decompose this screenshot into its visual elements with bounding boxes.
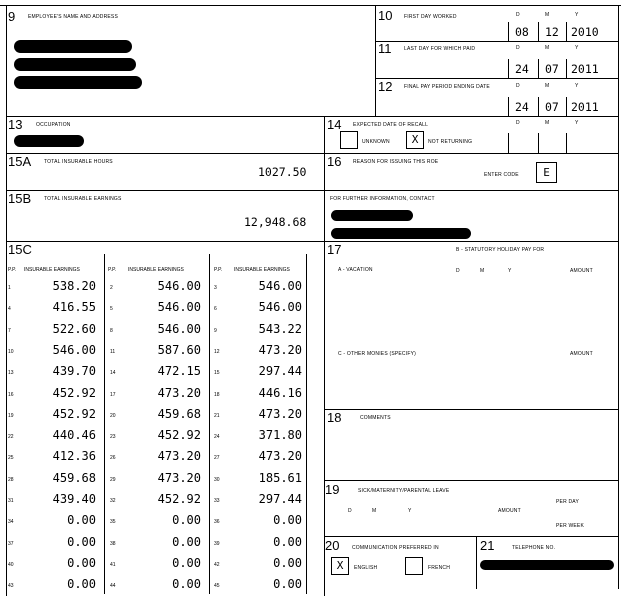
unknown-label: UNKNOWN [362,139,390,145]
box-10-number: 10 [378,8,393,23]
box-16-label: REASON FOR ISSUING THIS ROE [353,159,439,165]
box-15c-number: 15C [8,242,32,257]
pay-period-number: 18 [214,391,220,398]
pay-period-number: 37 [8,540,14,547]
insurable-earnings-amount: 452.92 [157,428,201,443]
box-17-number: 17 [327,242,342,257]
year-header: Y [508,268,512,274]
pay-period-number: 28 [8,476,14,483]
pp-header: P.P. [214,267,223,273]
pay-period-number: 7 [8,327,11,334]
redaction [14,76,142,89]
pay-period-number: 35 [110,519,116,526]
insurable-earnings-amount: 416.55 [52,300,96,315]
box-14-label: EXPECTED DATE OF RECALL [353,122,429,128]
box-16-number: 16 [327,154,342,169]
reason-code-box[interactable]: E [536,162,557,183]
month-header: M [545,45,550,51]
pay-period-number: 2 [110,285,113,291]
pay-period-number: 31 [8,498,14,504]
insurable-earnings-amount: 0.00 [67,534,96,549]
insurable-earnings-amount: 0.00 [273,534,302,549]
contact-label: FOR FURTHER INFORMATION, CONTACT [330,196,435,202]
pay-period-number: 38 [110,540,116,547]
pay-period-number: 41 [110,561,116,568]
insurable-earnings-amount: 546.00 [157,300,201,315]
insurable-earnings-amount: 297.44 [258,364,302,379]
insurable-earnings-amount: 473.20 [157,385,201,400]
not-returning-checkbox[interactable]: X [406,131,424,149]
insurable-earnings-amount: 452.92 [52,385,96,400]
insurable-earnings-amount: 439.40 [52,492,96,506]
enter-code-label: ENTER CODE [484,172,519,178]
insurable-earnings-amount: 546.00 [258,300,302,315]
insurable-earnings-amount: 522.60 [52,321,96,336]
top-number [398,0,458,1]
date-tick [508,97,509,117]
insurable-earnings-amount: 439.70 [52,364,96,379]
box-15a-number: 15A [8,154,32,169]
divider [375,41,619,42]
english-checkbox[interactable]: X [331,557,349,575]
pay-period-number: 5 [110,306,113,313]
redaction [14,40,132,53]
earnings-header: INSURABLE EARNINGS [128,267,184,273]
pp-header: P.P. [8,267,17,273]
pay-period-number: 30 [214,476,220,483]
box-11-label: LAST DAY FOR WHICH PAID [404,46,476,52]
date-tick [538,133,539,153]
insurable-earnings-amount: 0.00 [172,513,201,528]
french-label: FRENCH [428,565,451,571]
redaction [331,228,471,239]
month-header: M [372,508,377,514]
pay-period-number: 14 [110,370,116,377]
date-tick [508,59,509,78]
insurable-earnings-amount: 546.00 [157,279,201,293]
box-12-month: 07 [545,100,559,114]
insurable-earnings-amount: 371.80 [258,428,302,443]
insurable-earnings-amount: 472.15 [157,364,201,379]
month-header: M [480,268,485,274]
box-10-year: 2010 [571,25,599,39]
pay-period-number: 8 [110,327,113,334]
pay-period-number: 1 [8,285,11,291]
pay-period-number: 21 [214,412,220,419]
pay-period-number: 44 [110,583,116,590]
insurable-earnings-amount: 543.22 [258,321,302,336]
box-15a-label: TOTAL INSURABLE HOURS [44,159,113,165]
box-19-number: 19 [325,482,340,497]
date-tick [508,22,509,41]
box-10-label: FIRST DAY WORKED [404,14,457,20]
year-header: Y [408,508,412,514]
pay-period-number: 12 [214,348,220,355]
pay-period-number: 16 [8,391,14,398]
insurable-earnings-amount: 0.00 [67,513,96,528]
date-tick [566,97,567,117]
pay-period-number: 9 [214,327,217,334]
year-header: Y [575,83,579,89]
box-20-label: COMMUNICATION PREFERRED IN [352,545,439,551]
insurable-earnings-amount: 0.00 [172,577,201,592]
pay-period-number: 26 [110,455,116,462]
month-header: M [545,12,550,18]
pay-period-number: 20 [110,412,116,419]
pay-period-number: 4 [8,306,11,313]
box-15b-number: 15B [8,191,32,206]
pay-period-number: 27 [214,455,220,462]
pay-period-number: 32 [110,498,116,504]
amount-label: AMOUNT [498,508,521,514]
pay-period-number: 22 [8,434,14,441]
box-17b-label: B - STATUTORY HOLIDAY PAY FOR [456,247,545,253]
insurable-earnings-amount: 538.20 [52,279,96,293]
pay-period-number: 10 [8,348,14,355]
insurable-earnings-amount: 297.44 [258,492,302,506]
french-checkbox[interactable] [405,557,423,575]
box-11-month: 07 [545,62,559,76]
pay-period-number: 3 [214,285,217,291]
box-9-number: 9 [8,9,16,24]
amount-label: AMOUNT [570,268,593,274]
box-19-label: SICK/MATERNITY/PARENTAL LEAVE [358,488,450,494]
insurable-earnings-amount: 473.20 [157,449,201,464]
insurable-earnings-amount: 473.20 [157,470,201,485]
day-header: D [516,83,520,89]
pay-period-number: 23 [110,434,116,441]
date-tick [538,97,539,117]
box-20-number: 20 [325,538,340,553]
insurable-earnings-amount: 473.20 [258,449,302,464]
day-header: D [516,45,520,51]
pay-period-number: 40 [8,561,14,568]
pay-period-number: 42 [214,561,220,568]
insurable-earnings-amount: 452.92 [157,492,201,506]
insurable-earnings-amount: 587.60 [157,342,201,357]
pay-period-number: 43 [8,583,14,590]
box-21-label: TELEPHONE NO. [512,545,556,551]
box-18-label: COMMENTS [360,415,391,421]
insurable-earnings-amount: 546.00 [157,321,201,336]
insurable-earnings-amount: 473.20 [258,406,302,421]
pay-period-number: 25 [8,455,14,462]
insurable-earnings-amount: 546.00 [258,279,302,293]
english-label: ENGLISH [354,565,378,571]
box-15b-value: 12,948.68 [244,215,307,229]
date-tick [508,133,509,153]
box-12-label: FINAL PAY PERIOD ENDING DATE [404,84,490,90]
per-day-label: PER DAY [556,499,579,505]
insurable-earnings-amount: 412.36 [52,449,96,464]
column-divider [104,254,105,594]
box-10-month: 12 [545,25,559,39]
pay-period-number: 6 [214,306,217,313]
insurable-earnings-amount: 452.92 [52,406,96,421]
insurable-earnings-amount: 0.00 [67,555,96,570]
pay-period-number: 13 [8,370,14,377]
box-11-day: 24 [515,62,529,76]
date-tick [538,22,539,41]
redaction [480,560,614,570]
year-header: Y [575,12,579,18]
earnings-header: INSURABLE EARNINGS [24,267,80,273]
box-21-number: 21 [480,538,495,553]
redaction [14,58,136,71]
insurable-earnings-amount: 459.68 [52,470,96,485]
pay-period-number: 33 [214,498,220,504]
insurable-earnings-amount: 473.20 [258,342,302,357]
unknown-checkbox[interactable] [340,131,358,149]
pay-period-number: 11 [110,348,116,355]
box-17a-label: A - VACATION [338,267,373,273]
per-week-label: PER WEEK [556,523,584,529]
box-18-number: 18 [327,410,342,425]
pay-period-number: 19 [8,412,14,419]
not-returning-label: NOT RETURNING [428,139,473,145]
redaction [331,210,413,221]
insurable-earnings-amount: 0.00 [273,513,302,528]
box-15a-value: 1027.50 [258,165,307,179]
insurable-earnings-amount: 0.00 [67,577,96,592]
pay-period-number: 36 [214,519,220,526]
column-divider [306,254,307,594]
box-12-day: 24 [515,100,529,114]
pay-period-number: 17 [110,391,116,398]
column-divider [209,254,210,594]
month-header: M [545,83,550,89]
insurable-earnings-amount: 546.00 [52,342,96,357]
pp-header: P.P. [108,267,117,273]
box-14-number: 14 [327,117,342,132]
month-header: M [545,120,550,126]
box-11-number: 11 [378,41,392,56]
pay-period-number: 15 [214,370,220,377]
day-header: D [348,508,352,514]
date-tick [566,59,567,78]
insurable-earnings-amount: 446.16 [258,385,302,400]
box-12-number: 12 [378,79,393,94]
day-header: D [516,12,520,18]
box-15b-label: TOTAL INSURABLE EARNINGS [44,196,122,202]
divider [375,78,619,79]
day-header: D [516,120,520,126]
year-header: Y [575,45,579,51]
date-tick [566,22,567,41]
redaction [14,135,84,147]
pay-period-number: 39 [214,540,220,547]
box-9-label: EMPLOYEE'S NAME AND ADDRESS [28,14,118,20]
insurable-earnings-amount: 459.68 [157,406,201,421]
box-17c-label: C - OTHER MONIES (SPECIFY) [338,351,416,357]
pay-period-number: 24 [214,434,220,441]
box-11-year: 2011 [571,62,599,76]
pay-period-number: 45 [214,583,220,590]
insurable-earnings-amount: 440.46 [52,428,96,443]
insurable-earnings-amount: 0.00 [172,534,201,549]
date-tick [566,133,567,153]
year-header: Y [575,120,579,126]
amount-label: AMOUNT [570,351,593,357]
insurable-earnings-amount: 0.00 [273,577,302,592]
day-header: D [456,268,460,274]
pay-period-number: 34 [8,519,14,526]
pay-period-number: 29 [110,476,116,483]
earnings-header: INSURABLE EARNINGS [234,267,290,273]
box-13-number: 13 [8,117,23,132]
date-tick [538,59,539,78]
box-13-label: OCCUPATION [36,122,71,128]
insurable-earnings-amount: 0.00 [172,555,201,570]
box-10-day: 08 [515,25,529,39]
insurable-earnings-amount: 0.00 [273,555,302,570]
insurable-earnings-amount: 185.61 [258,470,302,485]
box-12-year: 2011 [571,100,599,114]
